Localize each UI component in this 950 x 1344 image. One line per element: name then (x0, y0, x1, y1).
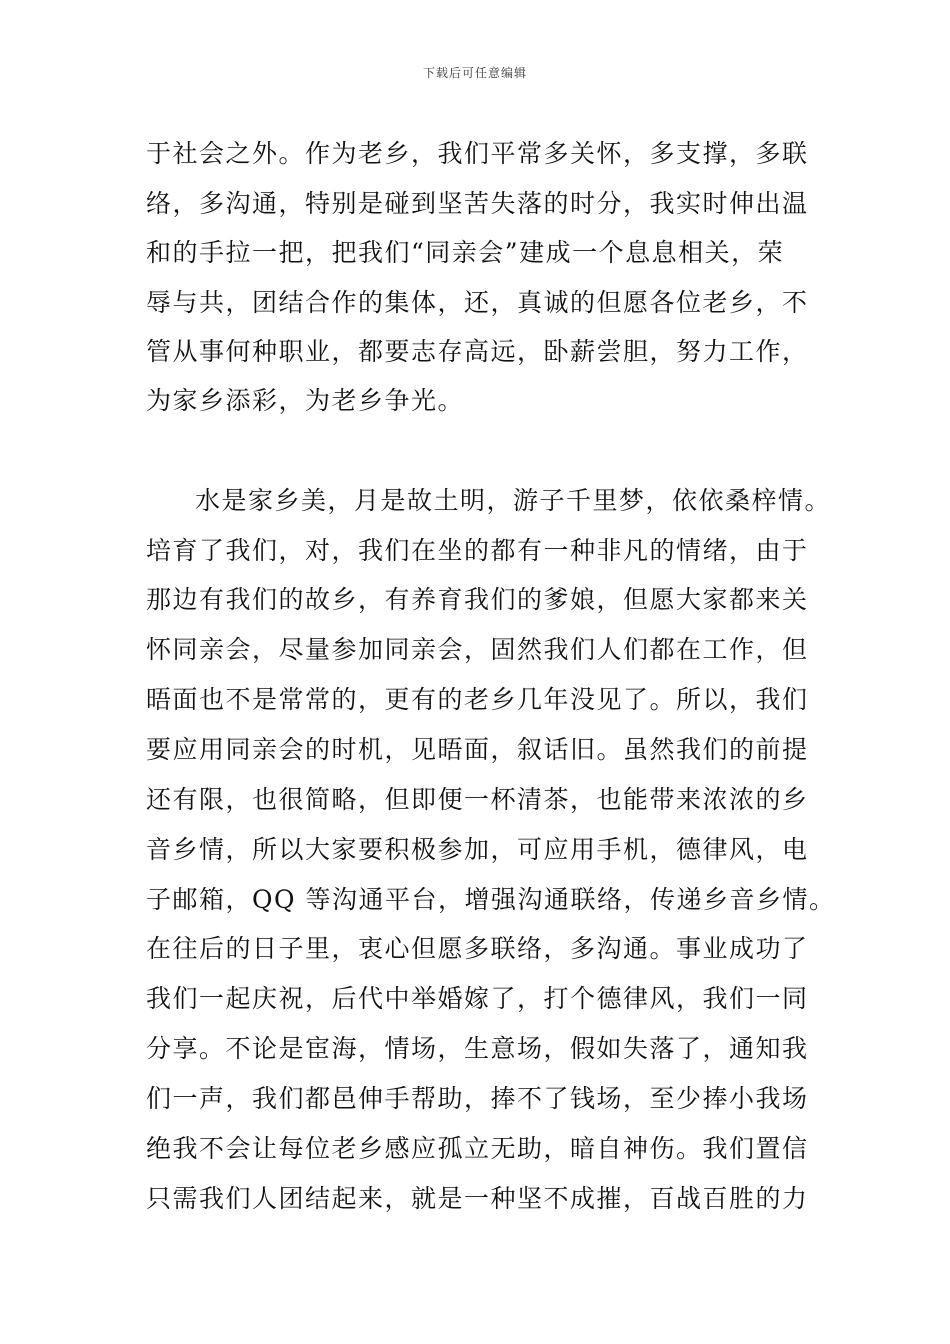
text-line: 怀同亲会，尽量参加同亲会，固然我们人们都在工作，但 (146, 635, 809, 664)
text-line: 还有限，也很简略，但即便一杯清茶，也能带来浓浓的乡 (146, 785, 809, 814)
text-line: 辱与共，团结合作的集体，还，真诚的但愿各位老乡，不 (146, 288, 809, 317)
text-line: 要应用同亲会的时机，见晤面，叙话旧。虽然我们的前提 (146, 735, 809, 764)
page-header: 下载后可任意编辑 (422, 66, 527, 80)
text-line: 于社会之外。作为老乡，我们平常多关怀，多支撑，多联 (146, 139, 809, 168)
text-line: 晤面也不是常常的，更有的老乡几年没见了。所以，我们 (146, 685, 809, 714)
text-line: 培育了我们，对，我们在坐的都有一种非凡的情绪，由于 (146, 536, 809, 565)
text-line: 为家乡添彩，为老乡争光。 (146, 386, 465, 415)
text-line: 管从事何种职业，都要志存高远，卧薪尝胆，努力工作， (146, 337, 809, 366)
text-line: 水是家乡美，月是故土明，游子千里梦，依依桑梓情。 (195, 486, 832, 515)
text-line: 们一声，我们都邑伸手帮助，捧不了钱场，至少捧小我场 (146, 1084, 809, 1113)
text-line: 绝我不会让每位老乡感应孤立无助，暗自神伤。我们置信 (146, 1134, 809, 1163)
text-line: 我们一起庆祝，后代中举婚嫁了，打个德律风，我们一同 (146, 984, 809, 1013)
text-line: 只需我们人团结起来，就是一种坚不成摧，百战百胜的力 (146, 1184, 809, 1213)
text-line: 和的手拉一把，把我们“同亲会”建成一个息息相关，荣 (146, 238, 785, 267)
text-line: 音乡情，所以大家要积极参加，可应用手机，德律风，电 (146, 835, 809, 864)
text-line: 那边有我们的故乡，有养育我们的爹娘，但愿大家都来关 (146, 585, 809, 614)
text-line: 在往后的日子里，衷心但愿多联络，多沟通。事业成功了 (146, 934, 809, 963)
text-line: 分享。不论是宦海，情场，生意场，假如失落了，通知我 (146, 1034, 809, 1063)
text-line: 子邮箱，QQ 等沟通平台，增强沟通联络，传递乡音乡情。 (146, 885, 836, 914)
text-line: 络，多沟通，特别是碰到坚苦失落的时分，我实时伸出温 (146, 189, 809, 218)
